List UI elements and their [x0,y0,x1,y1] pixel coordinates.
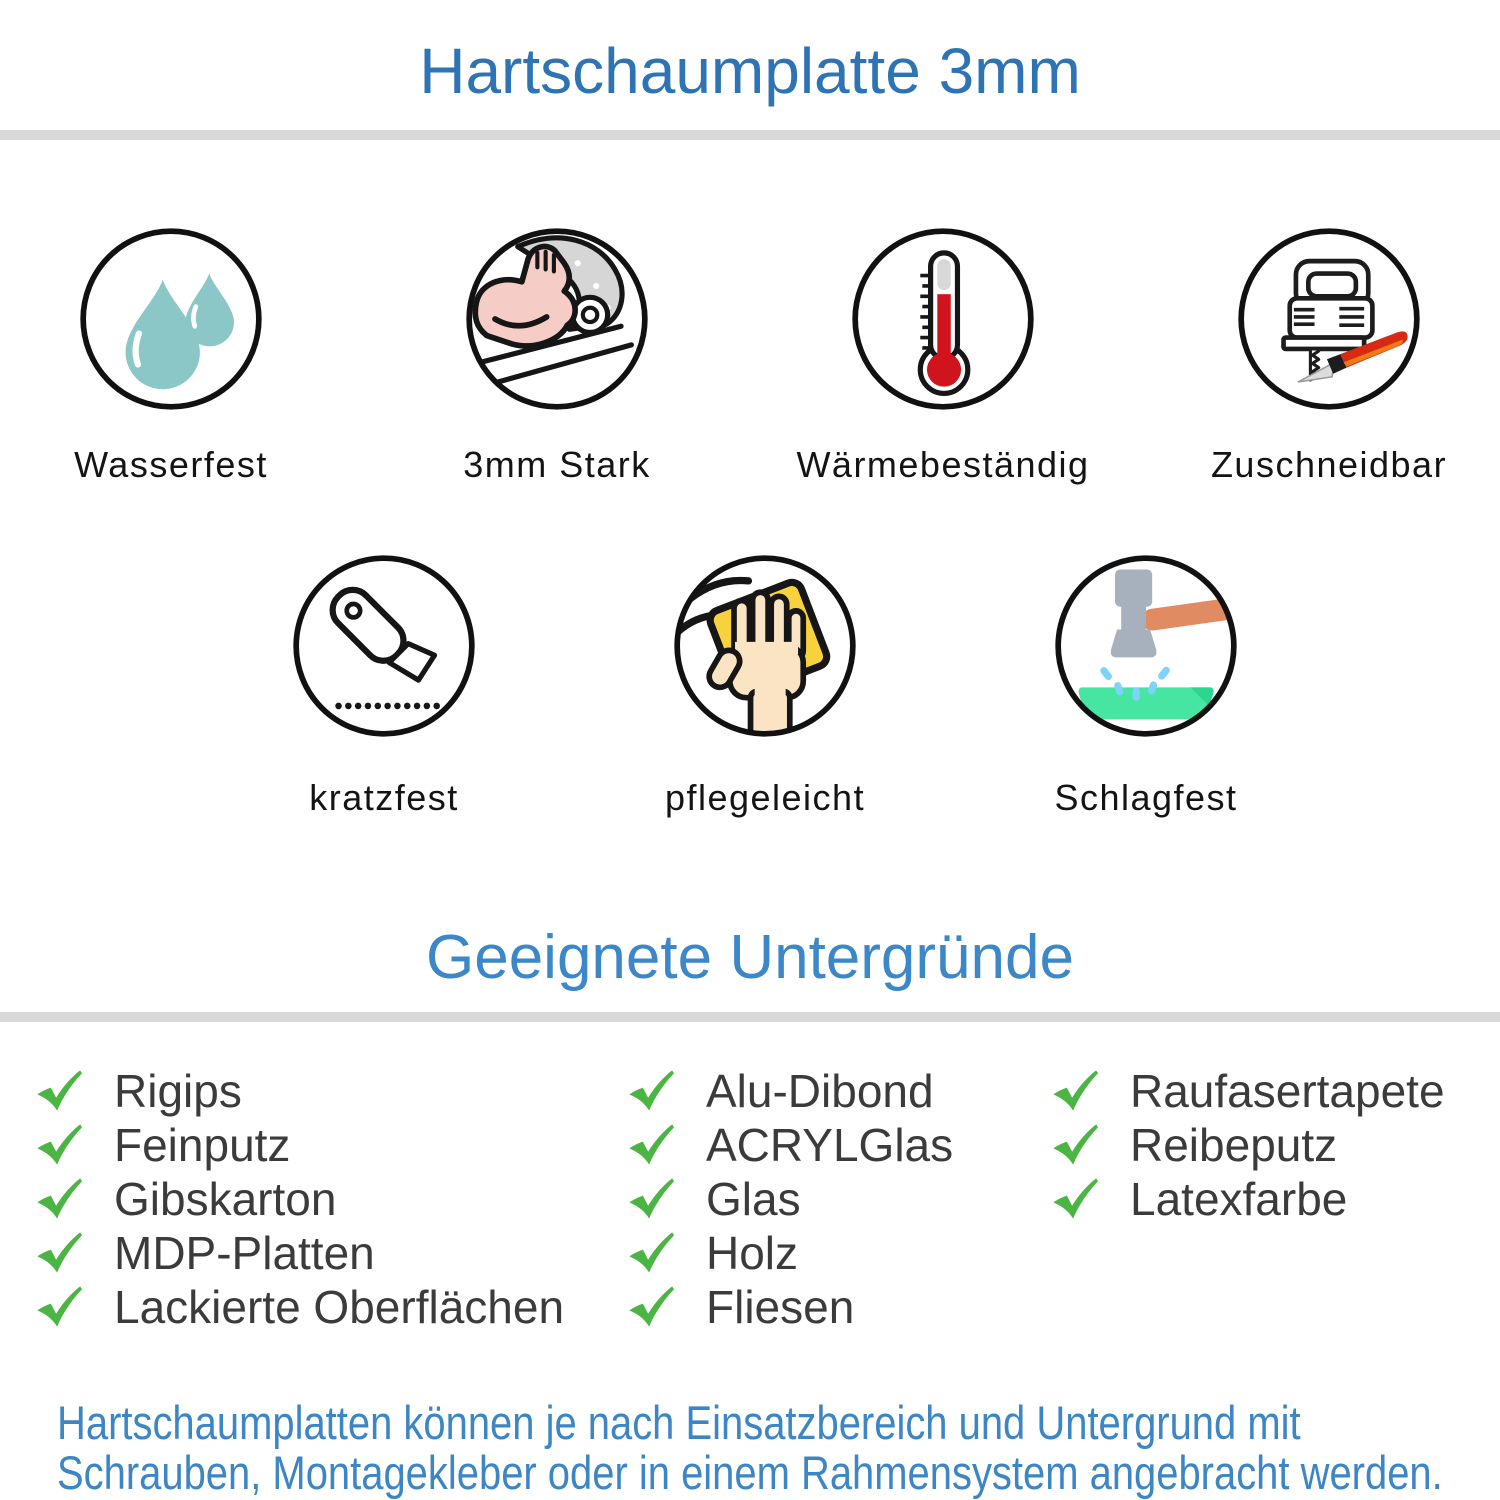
substrate-column-1 [30,1064,564,1334]
check-icon [1046,1121,1104,1169]
substrate-column-2 [622,1064,953,1334]
feature-heat-resistant [796,226,1090,486]
check-icon [622,1067,680,1115]
mounting-note-line1: Hartschaumplatten können je nach Einsatzbereich und Untergrund mit [57,1396,1301,1449]
list-item [622,1172,953,1226]
feature-cuttable [1210,226,1448,486]
substrate-label: Glas [706,1173,801,1225]
check-icon [622,1121,680,1169]
list-item [1046,1172,1445,1226]
list-item [1046,1064,1445,1118]
check-icon [30,1067,88,1115]
substrate-label: Lackierte Oberflächen [114,1281,565,1333]
wiping-hand-icon [672,553,858,739]
thermometer-icon [850,226,1036,412]
list-item [30,1172,564,1226]
substrate-column-3 [1046,1064,1445,1226]
feature-label: pflegeleicht [664,777,866,818]
feature-row-1 [0,226,1500,486]
list-item [30,1064,564,1118]
substrate-label: Raufasertapete [1130,1065,1445,1117]
list-item [30,1226,564,1280]
hammer-impact-icon [1053,553,1239,739]
check-icon [30,1175,88,1223]
check-icon [622,1283,680,1331]
list-item [622,1280,953,1334]
substrate-label: Reibeputz [1130,1119,1338,1171]
mounting-note [57,1398,1443,1498]
substrate-label: Rigips [114,1065,242,1117]
feature-easy-care [664,553,866,819]
list-item [30,1118,564,1172]
substrate-label: Feinputz [114,1119,291,1171]
jigsaw-cutter-icon [1236,226,1422,412]
substrate-label: Fliesen [706,1281,855,1333]
check-icon [622,1229,680,1277]
substrate-label: Alu-Dibond [706,1065,934,1117]
list-item [1046,1118,1445,1172]
feature-label: Wasserfest [74,444,268,485]
check-icon [30,1229,88,1277]
check-icon [1046,1175,1104,1223]
feature-waterproof [74,226,268,486]
feature-impact-proof [1053,553,1239,819]
check-icon [622,1175,680,1223]
list-item [30,1280,564,1334]
feature-3mm-strong [464,226,650,486]
list-item [622,1118,953,1172]
feature-label: 3mm Stark [463,444,651,485]
check-icon [30,1121,88,1169]
list-item [622,1226,953,1280]
page-title: Hartschaumplatte 3mm [419,35,1081,107]
divider-top [0,130,1500,140]
check-icon [30,1283,88,1331]
utility-knife-icon [291,553,477,739]
section-title-substrates: Geeignete Untergründe [425,923,1074,992]
check-icon [1046,1067,1104,1115]
feature-label: kratzfest [309,777,459,818]
feature-label: Wärmebeständig [796,444,1090,485]
feature-label: Schlagfest [1054,777,1238,818]
feature-label: Zuschneidbar [1210,444,1448,485]
substrate-label: Holz [706,1227,799,1279]
mounting-note-line2: Schrauben, Montagekleber oder in einem Rahmensystem angebracht werden. [57,1446,1443,1499]
substrate-label: ACRYLGlas [706,1119,954,1171]
muscle-arm-icon [464,226,650,412]
substrate-label: Gibskarton [114,1173,337,1225]
feature-scratch-proof [291,553,477,819]
water-drops-icon [78,226,264,412]
substrate-label: MDP-Platten [114,1227,375,1279]
divider-substrates [0,1012,1500,1022]
feature-row-2 [15,553,1500,819]
list-item [622,1064,953,1118]
substrate-label: Latexfarbe [1130,1173,1348,1225]
